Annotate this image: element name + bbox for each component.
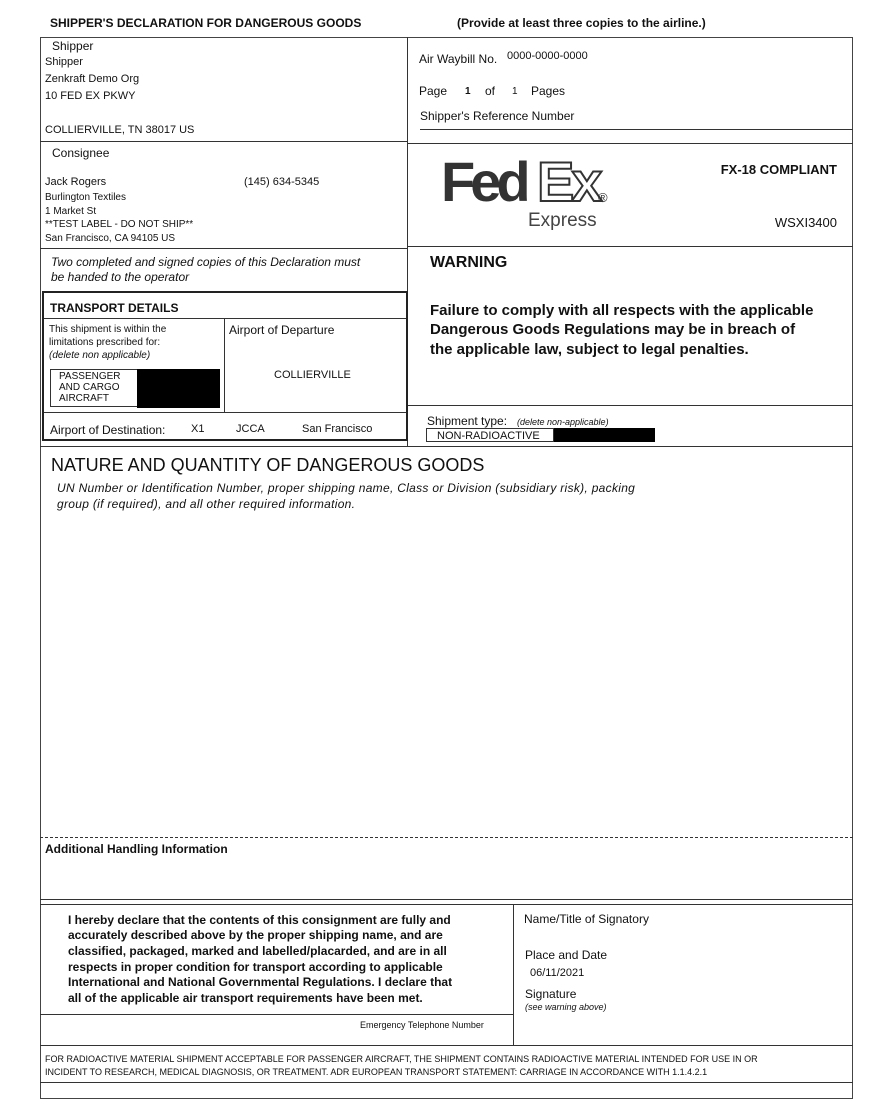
airport-destination-label: Airport of Destination: (50, 423, 166, 437)
copies-instruction-line1: Two completed and signed copies of this Declaration must (51, 255, 361, 269)
emergency-phone-label: Emergency Telephone Number (360, 1020, 484, 1030)
declaration-line2: accurately described above by the proper shipping name, and are (68, 928, 443, 942)
signature-note: (see warning above) (525, 1002, 607, 1012)
additional-divider (40, 899, 853, 900)
fedex-logo-fed: Fed (441, 150, 526, 213)
shipper-label: Shipper (52, 39, 94, 53)
cargo-only-redaction (137, 369, 220, 408)
copies-instruction-line2: be handed to the operator (51, 270, 190, 284)
shipment-type-label: Shipment type: (427, 414, 508, 428)
warning-text-line3: the applicable law, subject to legal penalties. (430, 341, 749, 358)
fedex-logo-ex: Ex (537, 150, 600, 213)
footer-bottom-divider (40, 1082, 853, 1083)
passenger-line3: AIRCRAFT (59, 393, 109, 404)
declaration-line4: respects in proper condition for transport according to applicable (68, 960, 443, 974)
declaration-line1: I hereby declare that the contents of this consignment are fully and (68, 913, 451, 927)
nature-title: NATURE AND QUANTITY OF DANGEROUS GOODS (51, 455, 485, 475)
consignee-phone: (145) 634-5345 (244, 176, 320, 188)
page-number: 1 (465, 86, 471, 97)
limitation-line3: (delete non applicable) (49, 350, 151, 361)
destination-airport-code: JCCA (236, 423, 265, 435)
page-label: Page (419, 84, 448, 98)
warning-title: WARNING (430, 254, 508, 271)
shipper-reference-label: Shipper's Reference Number (420, 109, 575, 123)
limitation-line1: This shipment is within the (49, 324, 167, 335)
shipper-divider (40, 141, 407, 142)
shipper-address: 10 FED EX PKWY (45, 90, 136, 102)
declaration-line3: classified, packaged, marked and labelled/placarded, and are in all (68, 944, 447, 958)
logo-top-divider (407, 143, 853, 144)
consignee-divider (40, 248, 407, 249)
nature-top-divider (40, 446, 853, 447)
warning-text-line1: Failure to comply with all respects with the applicable (430, 302, 814, 319)
transport-column-divider (224, 318, 225, 412)
of-label: of (485, 84, 496, 98)
declaration-top-divider (40, 904, 853, 905)
consignee-label: Consignee (52, 146, 110, 160)
limitation-line2: limitations prescribed for: (49, 337, 161, 348)
declaration-column-divider (513, 904, 514, 1045)
document-title: SHIPPER'S DECLARATION FOR DANGEROUS GOODS (50, 16, 362, 30)
footer-statement-line2: INCIDENT TO RESEARCH, MEDICAL DIAGNOSIS, OR TREATMENT. ADR EUROPEAN TRANSPORT STATEMENT: CARRIAGE IN ACCORDANCE WITH 1.1.4.2.1 (45, 1067, 708, 1077)
emergency-divider (40, 1014, 513, 1015)
destination-city: San Francisco (302, 423, 373, 435)
non-radioactive-label: NON-RADIOACTIVE (437, 430, 540, 442)
dashed-separator (40, 837, 853, 838)
consignee-note: **TEST LABEL - DO NOT SHIP** (45, 219, 194, 230)
declaration-date: 06/11/2021 (530, 967, 585, 979)
declaration-line5: International and National Governmental Regulations. I declare that (68, 975, 453, 989)
place-date-label: Place and Date (525, 948, 608, 962)
compliance-label: FX-18 COMPLIANT (720, 162, 837, 177)
logo-bottom-divider (407, 246, 853, 247)
awb-divider (420, 129, 853, 130)
signatory-name-label: Name/Title of Signatory (524, 912, 649, 926)
signature-label: Signature (525, 987, 577, 1001)
destination-divider (44, 412, 406, 413)
compliance-code: WSXI3400 (774, 215, 837, 230)
warning-text-line2: Dangerous Goods Regulations may be in breach of (430, 321, 796, 338)
copies-note: (Provide at least three copies to the airline.) (457, 16, 706, 30)
footer-top-divider (40, 1045, 853, 1046)
fedex-logo-express: Express (528, 210, 597, 231)
fedex-logo (441, 152, 621, 234)
consignee-name: Jack Rogers (45, 176, 107, 188)
airport-departure-value: COLLIERVILLE (274, 369, 351, 381)
shipment-type-note: (delete non-applicable) (517, 417, 609, 427)
nature-instruction-line2: group (if required), and all other required information. (57, 497, 356, 511)
destination-code: X1 (191, 423, 205, 435)
transport-details-title: TRANSPORT DETAILS (50, 301, 179, 315)
page-total: 1 (512, 86, 518, 97)
airport-departure-label: Airport of Departure (229, 323, 335, 337)
awb-number: 0000-0000-0000 (507, 50, 588, 62)
pages-label: Pages (531, 84, 566, 98)
consignee-address: 1 Market St (45, 206, 97, 217)
transport-title-divider (44, 318, 406, 319)
additional-handling-title: Additional Handling Information (45, 842, 228, 856)
shipper-org: Zenkraft Demo Org (45, 73, 140, 85)
consignee-company: Burlington Textiles (45, 192, 126, 203)
radioactive-redaction (554, 428, 655, 442)
fedex-logo-registered: ® (598, 190, 608, 205)
footer-statement-line1: FOR RADIOACTIVE MATERIAL SHIPMENT ACCEPTABLE FOR PASSENGER AIRCRAFT, THE SHIPMENT CONTAINS RADIOACTIVE MATERIAL INTENDED FOR USE IN OR (45, 1054, 758, 1064)
passenger-line1: PASSENGER (59, 371, 121, 382)
declaration-line6: all of the applicable air transport requirements have been met. (68, 991, 423, 1005)
consignee-city: San Francisco, CA 94105 US (45, 233, 176, 244)
shipper-name: Shipper (45, 56, 83, 68)
shipper-city: COLLIERVILLE, TN 38017 US (45, 124, 195, 136)
nature-instruction-line1: UN Number or Identification Number, proper shipping name, Class or Division (subsidiary risk), packing (57, 481, 636, 495)
warning-divider (407, 405, 853, 406)
passenger-line2: AND CARGO (59, 382, 120, 393)
awb-label: Air Waybill No. (419, 52, 498, 66)
